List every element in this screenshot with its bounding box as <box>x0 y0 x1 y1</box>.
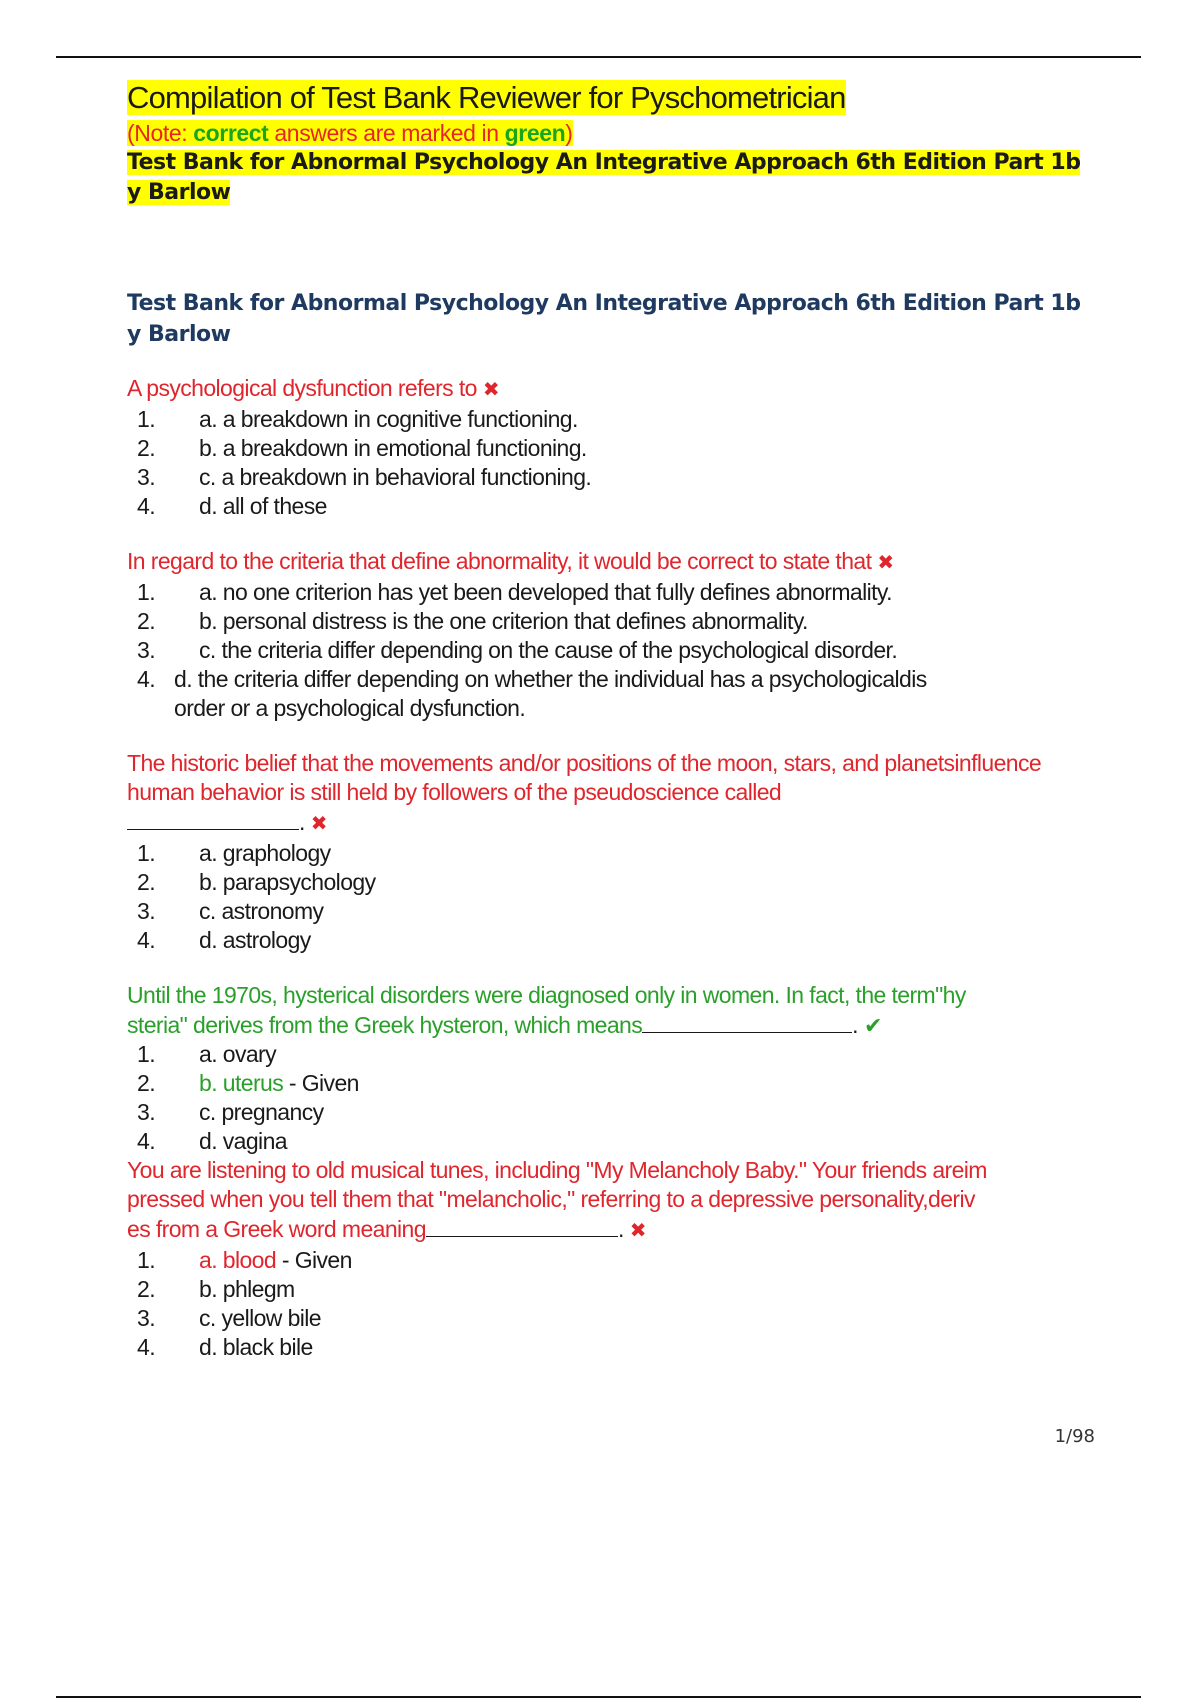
note-green-word: green <box>504 120 566 146</box>
question-4 <box>127 981 1127 1156</box>
question-3 <box>127 749 1127 955</box>
document-title: Compilation of Test Bank Reviewer for Pyschometrician <box>127 80 846 115</box>
option-item-correct: 4. d. black bile <box>137 1334 313 1360</box>
incorrect-mark-icon: ✖ <box>629 1220 646 1242</box>
option-item: 1. a. a breakdown in cognitive functioning. <box>137 406 578 432</box>
question-2 <box>127 547 1127 723</box>
section-heading: Test Bank for Abnormal Psychology An Integrative Approach 6th Edition Part 1b y Barlow <box>127 291 1081 347</box>
page-number: 1/98 <box>1054 1426 1095 1447</box>
options-list <box>127 405 1127 521</box>
option-item-correct: 2. b. uterus - Given <box>137 1070 359 1096</box>
option-item-selected: 1. a. blood - Given <box>137 1247 352 1273</box>
option-item-correct: 4. d. astrology <box>137 927 311 953</box>
incorrect-mark-icon: ✖ <box>877 552 894 574</box>
option-item: 2. b. phlegm <box>137 1276 295 1302</box>
option-item: 1. a. ovary <box>137 1041 277 1067</box>
option-item: 3. c. astronomy <box>137 898 324 924</box>
option-item: 2. b. a breakdown in emotional functioning. <box>137 435 587 461</box>
bottom-rule <box>56 1696 1141 1698</box>
option-item-correct: 1. a. no one criterion has yet been developed that fully defines abnormality. <box>137 579 892 605</box>
option-item: 4. d. all of these <box>137 493 327 519</box>
option-item: 3. c. pregnancy <box>137 1099 324 1125</box>
option-item: 2. b. personal distress is the one criterion that defines abnormality. <box>137 608 808 634</box>
question-1 <box>127 374 1127 521</box>
option-item-selected: 4. d. the criteria differ depending on whether the individual has a psychologicaldis order or a psychological dysfunction. <box>137 666 927 721</box>
note-correct-word: correct <box>193 120 269 146</box>
options-list <box>127 1040 1127 1156</box>
answer-blank <box>426 1214 618 1237</box>
option-item-correct: 3. c. a breakdown in behavioral functioning. <box>137 464 592 490</box>
option-item: 3. c. yellow bile <box>137 1305 321 1331</box>
given-label: - Given <box>283 1070 359 1096</box>
incorrect-mark-icon: ✖ <box>482 379 500 401</box>
document-body <box>127 78 1127 1362</box>
option-item: 2. b. parapsychology <box>137 869 376 895</box>
answer-key-note: (Note: correct answers are marked in green) <box>127 120 573 146</box>
option-item-selected: 1. a. graphology <box>137 840 331 866</box>
question-text: Until the 1970s, hysterical disorders were diagnosed only in women. In fact, the term"hy steria" derives from the Greek hysteron, which means . ✔ <box>127 982 966 1038</box>
question-text: The historic belief that the movements and/or positions of the moon, stars, and planetsinfluence human behavior is still held by followers of the pseudoscience called . ✖ <box>127 750 1042 835</box>
question-5 <box>127 1156 1127 1362</box>
top-rule <box>56 56 1141 58</box>
question-text: In regard to the criteria that define abnormality, it would be correct to state that ✖ <box>127 548 894 574</box>
given-label: - Given <box>276 1247 352 1273</box>
answer-blank <box>127 807 299 830</box>
options-list <box>127 839 1127 955</box>
option-item: 4. d. vagina <box>137 1128 287 1154</box>
question-text: A psychological dysfunction refers to ✖ <box>127 375 500 401</box>
options-list <box>127 1246 1127 1362</box>
options-list <box>127 578 1127 723</box>
option-item: 3. c. the criteria differ depending on the cause of the psychological disorder. <box>137 637 898 663</box>
check-mark-icon: ✔ <box>863 1013 882 1038</box>
book-title-highlight: Test Bank for Abnormal Psychology An Integrative Approach 6th Edition Part 1b y Barlow <box>127 150 1081 205</box>
document-header <box>127 78 1127 208</box>
question-text: You are listening to old musical tunes, including "My Melancholy Baby." Your friends areim pressed when you tell them that "melancholic," referring to a depressive personality,deriv es from a Greek word meaning . ✖ <box>127 1157 987 1242</box>
incorrect-mark-icon: ✖ <box>310 813 327 835</box>
answer-blank <box>642 1010 852 1033</box>
